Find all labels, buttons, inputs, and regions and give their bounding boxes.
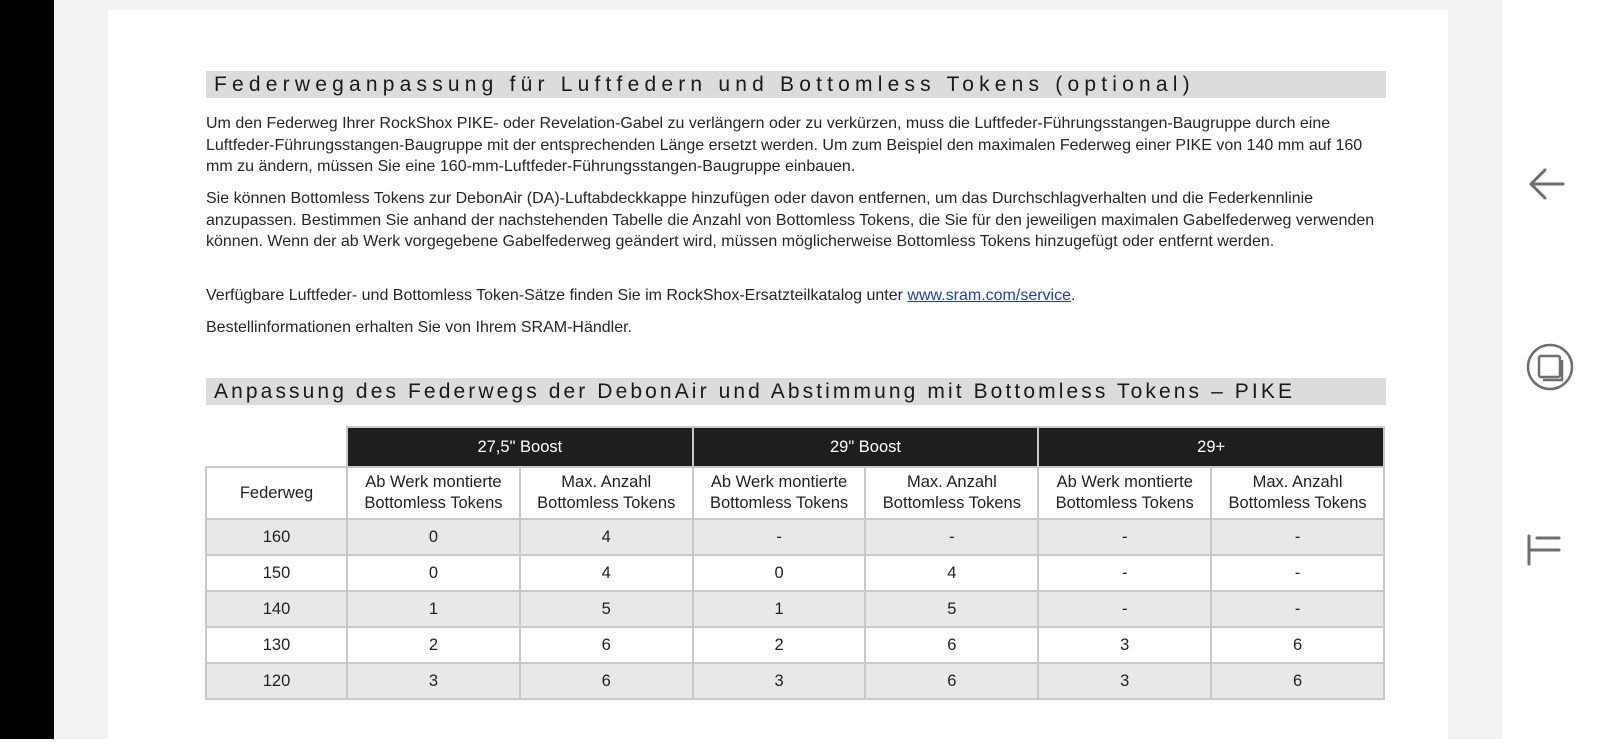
table-cell: 1 [693,591,866,627]
table-cell-travel: 130 [206,627,347,663]
column-header-max-tokens [865,467,1038,519]
recent-apps-icon[interactable] [1525,342,1575,392]
column-header-travel: Federweg [206,467,347,519]
table-cell: 0 [347,519,520,555]
table-cell: - [1211,591,1384,627]
factory-label: Ab Werk montierte [365,473,502,491]
table-cell: - [1038,591,1211,627]
period: . [1071,287,1076,304]
table-group-header-row [206,427,1384,467]
table-cell: 6 [1211,627,1384,663]
group-29-boost: 29" Boost [693,427,1039,467]
table-cell: - [1038,555,1211,591]
table-cell: 3 [347,663,520,699]
table-corner-cell [206,427,347,467]
group-27-5-boost: 27,5" Boost [347,427,693,467]
tokens-label: Bottomless Tokens [882,494,1021,512]
max-label: Max. Anzahl [906,473,997,491]
table-cell: 3 [1038,663,1211,699]
table-cell: - [1211,555,1384,591]
factory-label: Ab Werk montierte [1056,473,1193,491]
table-cell: 3 [1038,627,1211,663]
table-cell: 4 [865,555,1038,591]
table-cell: - [865,519,1038,555]
table-row [206,519,1384,555]
table-row [206,663,1384,699]
max-label: Max. Anzahl [561,473,652,491]
table-cell: 6 [865,663,1038,699]
table-cell: 6 [520,627,693,663]
table-cell: - [693,519,866,555]
tokens-label: Bottomless Tokens [537,494,676,512]
table-subheader-row [206,467,1384,519]
table-cell-travel: 120 [206,663,347,699]
tokens-label: Bottomless Tokens [364,494,503,512]
spare-parts-text: Verfügbare Luftfeder- und Bottomless Token-Sätze finden Sie im RockShox-Ersatzteilkatalog unter [206,287,908,304]
section-heading-travel-adjustment: Federweganpassung für Luftfedern und Bottomless Tokens (optional) [206,71,1386,98]
paragraph-travel-change: Um den Federweg Ihrer RockShox PIKE- oder Revelation-Gabel zu verlängern oder zu verkürzen, muss die Luftfeder-Führungsstangen-Baugruppe durch eine Luftfeder-Führungsstangen-Baugruppe mit der entsprechenden Länge ersetzt werden. Um zum Beispiel den maximalen Federweg einer PIKE von 140 mm auf 160 mm zu ändern, müssen Sie eine 160-mm-Luftfeder-Führungsstangen-Baugruppe einbauen. [206,115,1363,175]
table-cell: 6 [520,663,693,699]
table-cell: 0 [693,555,866,591]
table-row [206,627,1384,663]
table-cell: 0 [347,555,520,591]
column-header-max-tokens [1211,467,1384,519]
paragraph-spare-parts [206,285,1386,307]
paragraph-ordering-info: Bestellinformationen erhalten Sie von Ihrem SRAM-Händler. [206,319,632,336]
table-cell-travel: 150 [206,555,347,591]
tokens-label: Bottomless Tokens [1228,494,1367,512]
home-navigation-icon[interactable] [1525,530,1565,570]
factory-label: Ab Werk montierte [710,473,848,491]
column-header-factory-tokens [1038,467,1211,519]
table-cell: - [1038,519,1211,555]
table-cell: 2 [693,627,866,663]
section-heading-pike-table: Anpassung des Federwegs der DebonAir und Abstimmung mit Bottomless Tokens – PIKE [206,378,1386,405]
table-cell: 3 [693,663,866,699]
max-label: Max. Anzahl [1252,473,1343,491]
table-cell: 5 [520,591,693,627]
bottomless-tokens-table [205,426,1385,700]
table-cell-travel: 160 [206,519,347,555]
tokens-label: Bottomless Tokens [1055,494,1194,512]
table-cell: 4 [520,519,693,555]
table-cell: 2 [347,627,520,663]
column-header-factory-tokens [693,467,866,519]
tokens-label: Bottomless Tokens [709,494,849,512]
group-29-plus: 29+ [1038,427,1384,467]
table-cell: 6 [865,627,1038,663]
table-cell: - [1211,519,1384,555]
table-cell-travel: 140 [206,591,347,627]
table-cell: 6 [1211,663,1384,699]
table-cell: 1 [347,591,520,627]
left-black-bar [0,0,54,739]
table-row [206,591,1384,627]
column-header-factory-tokens [347,467,520,519]
sram-service-link[interactable]: www.sram.com/service [907,287,1071,304]
table-cell: 4 [520,555,693,591]
arrow-left-icon[interactable] [1525,162,1569,206]
table-cell: 5 [865,591,1038,627]
table-row [206,555,1384,591]
column-header-max-tokens [520,467,693,519]
paragraph-bottomless-tokens: Sie können Bottomless Tokens zur DebonAir (DA)-Luftabdeckkappe hinzufügen oder davon entfernen, um das Durchschlagverhalten und die Federkennlinie anzupassen. Bestimmen Sie anhand der nachstehenden Tabelle die Anzahl von Bottomless Tokens, die Sie für den jeweiligen maximalen Gabelfederweg verwenden können. Wenn der ab Werk vorgegebene Gabelfederweg geändert wird, müssen möglicherweise Bottomless Tokens hinzugefügt oder entfernt werden. [206,190,1375,250]
